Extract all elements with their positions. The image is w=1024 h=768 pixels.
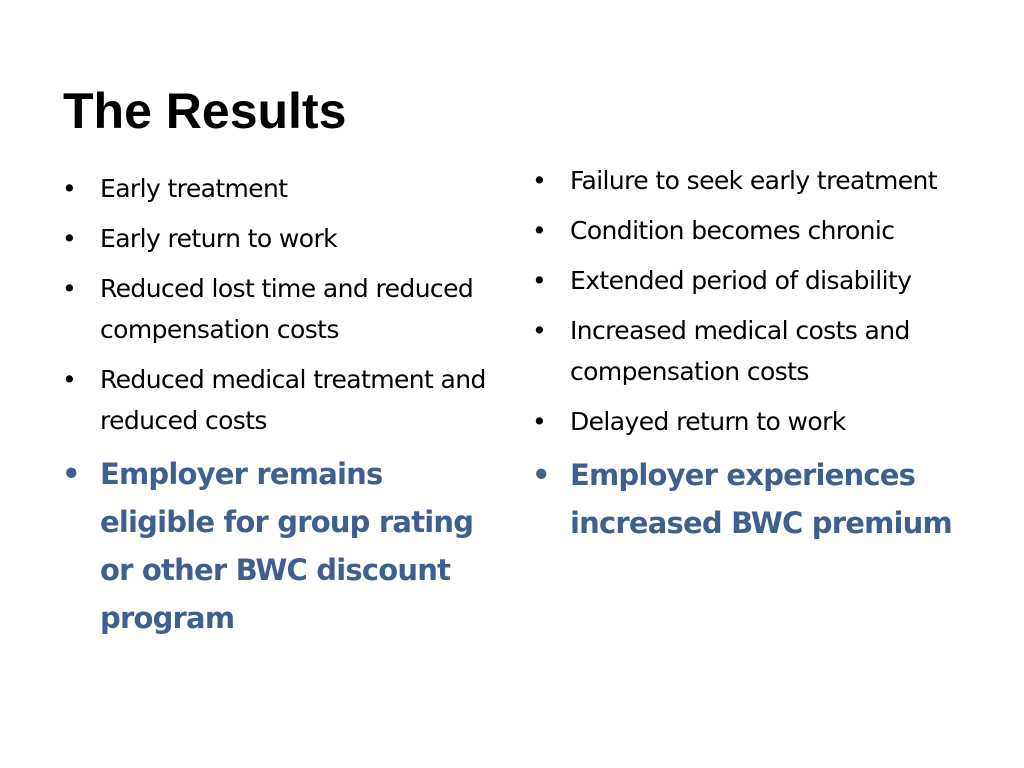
bullet-text: Employer experiences increased BWC premium [570, 458, 952, 540]
right-bullet-increased-premium [526, 451, 986, 547]
bullet-text: Delayed return to work [570, 407, 846, 436]
left-bullet-reduced-medical [56, 359, 496, 441]
right-bullet-list [526, 160, 986, 556]
left-bullet-list [56, 168, 496, 651]
bullet-icon: • [532, 407, 547, 436]
bullet-icon: • [532, 266, 547, 295]
slide-title: The Results [63, 83, 347, 139]
bullet-icon: • [62, 365, 77, 394]
bullet-text: Reduced lost time and reduced compensation costs [100, 274, 474, 344]
bullet-icon: • [532, 216, 547, 245]
bullet-icon: • [532, 316, 547, 345]
bullet-icon: • [62, 174, 77, 203]
left-bullet-early-treatment [56, 168, 496, 209]
bullet-icon: • [532, 166, 547, 195]
bullet-text: Reduced medical treatment and reduced costs [100, 365, 486, 435]
bullet-text: Condition becomes chronic [570, 216, 895, 245]
bullet-text: Failure to seek early treatment [570, 166, 937, 195]
bullet-text: Extended period of disability [570, 266, 912, 295]
right-bullet-increased-costs [526, 310, 986, 392]
bullet-icon: • [532, 458, 550, 492]
bullet-text: Early treatment [100, 174, 288, 203]
bullet-text: Employer remains eligible for group rating or other BWC discount program [100, 457, 474, 635]
left-bullet-reduced-lost-time [56, 268, 496, 350]
bullet-icon: • [62, 457, 80, 491]
left-bullet-employer-eligible [56, 450, 496, 642]
bullet-text: Early return to work [100, 224, 338, 253]
bullet-icon: • [62, 274, 77, 303]
bullet-text: Increased medical costs and compensation costs [570, 316, 910, 386]
right-bullet-chronic [526, 210, 986, 251]
right-bullet-extended-disability [526, 260, 986, 301]
right-bullet-failure-to-seek [526, 160, 986, 201]
right-bullet-delayed-return [526, 401, 986, 442]
bullet-icon: • [62, 224, 77, 253]
left-bullet-early-return [56, 218, 496, 259]
